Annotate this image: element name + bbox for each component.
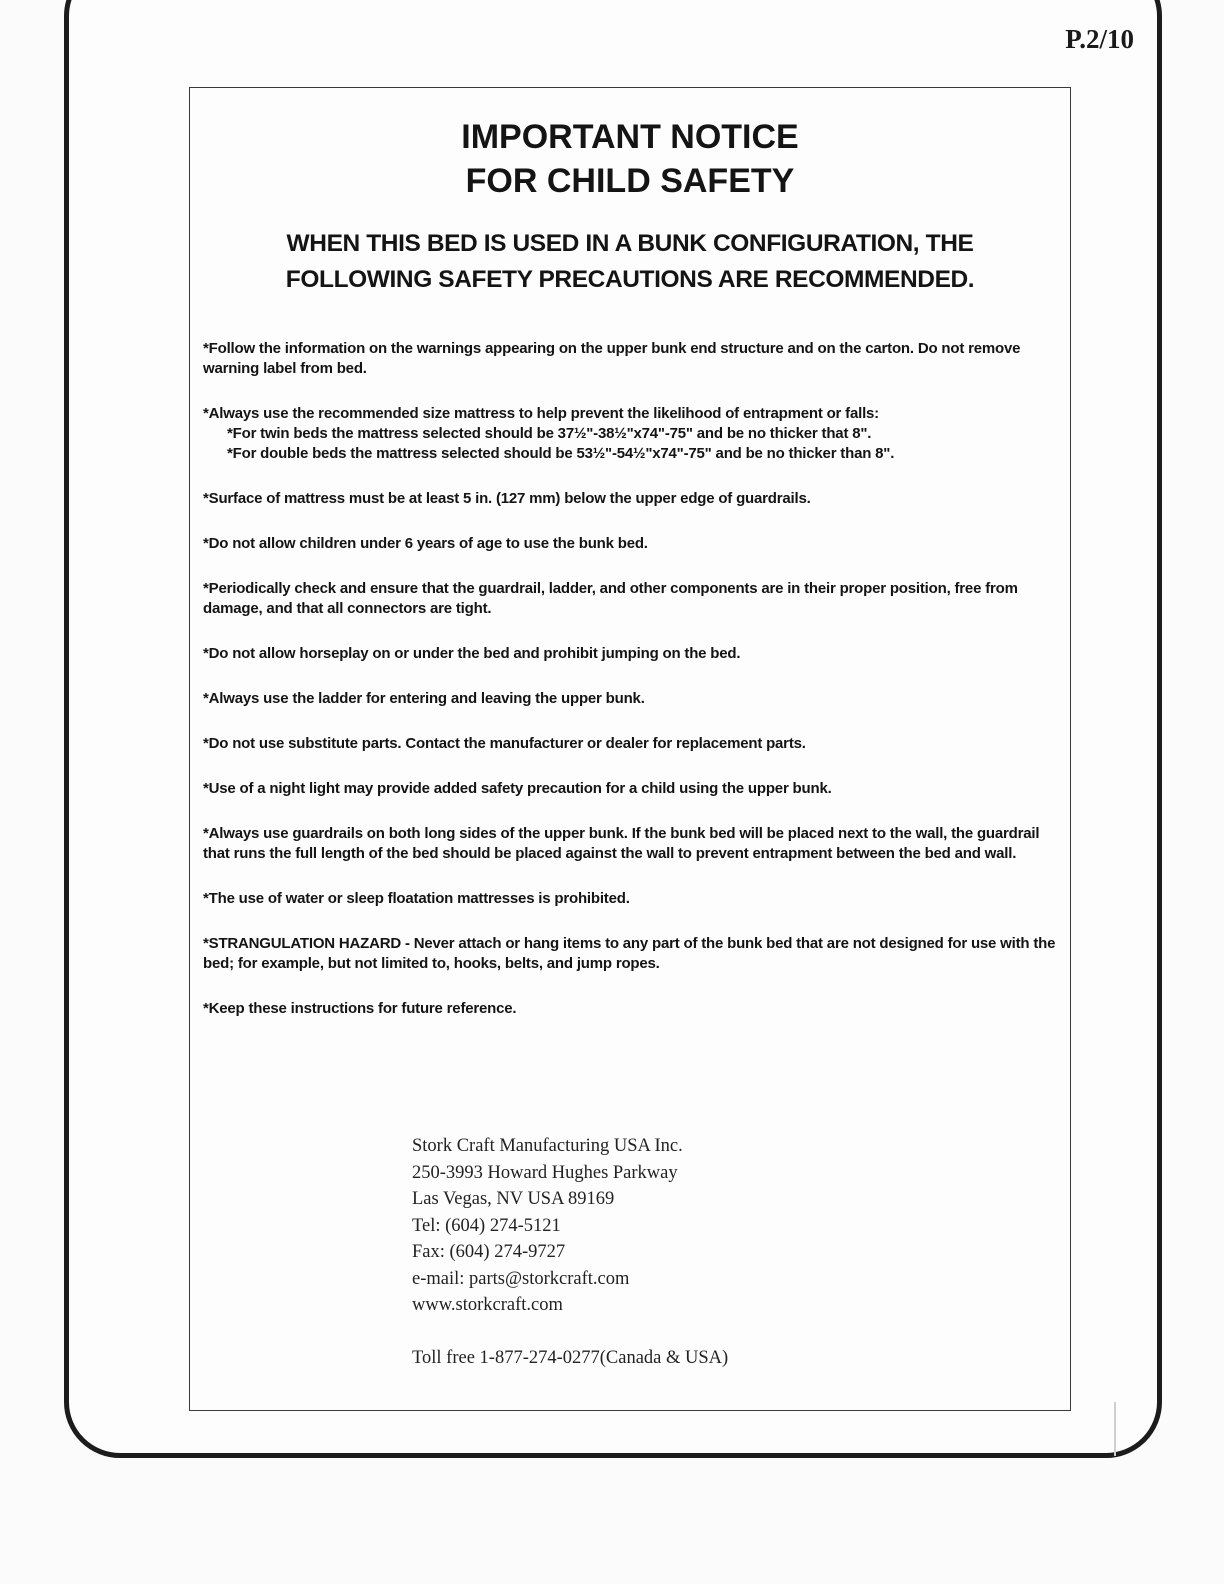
precaution-no-water-mattress: *The use of water or sleep floatation mattresses is prohibited. (203, 890, 630, 907)
subtitle-line-2: FOLLOWING SAFETY PRECAUTIONS ARE RECOMMENDED. (285, 266, 975, 293)
precaution-double-mattress: *For double beds the mattress selected should be 53½"-54½"x74"-75" and be no thicker than 8". (227, 445, 895, 462)
precaution-age-limit: *Do not allow children under 6 years of age to use the bunk bed. (203, 535, 648, 552)
contact-tel: Tel: (604) 274-5121 (412, 1215, 561, 1236)
contact-email: e-mail: parts@storkcraft.com (412, 1268, 630, 1289)
precaution-guardrails: *Always use guardrails on both long sides of the upper bunk. If the bunk bed will be placed next to the wall, the guardrail that runs the full length of the bed should be placed against the wall to prevent entrapment between the bed and wall. (203, 825, 1040, 862)
precaution-mattress-surface: *Surface of mattress must be at least 5 in. (127 mm) below the upper edge of guardrails. (203, 490, 811, 507)
precaution-keep-instructions: *Keep these instructions for future reference. (203, 1000, 517, 1017)
precaution-night-light: *Use of a night light may provide added safety precaution for a child using the upper bunk. (203, 780, 832, 797)
precaution-strangulation-hazard: *STRANGULATION HAZARD - Never attach or hang items to any part of the bunk bed that are not designed for use with the bed; for example, but not limited to, hooks, belts, and jump ropes. (203, 935, 1056, 972)
notice-box (189, 87, 1071, 1411)
title-line-1: IMPORTANT NOTICE (461, 118, 799, 156)
contact-address-line-2: Las Vegas, NV USA 89169 (412, 1189, 615, 1209)
precaution-mattress-size (203, 404, 1059, 464)
contact-website: www.storkcraft.com (412, 1295, 563, 1315)
subtitle-line-1: WHEN THIS BED IS USED IN A BUNK CONFIGURATION, THE (286, 230, 974, 257)
page-title (190, 115, 1070, 203)
contact-fax: Fax: (604) 274-9727 (412, 1242, 566, 1262)
contact-block (412, 1133, 728, 1371)
precaution-twin-mattress: *For twin beds the mattress selected should be 37½"-38½"x74"-75" and be no thicker that 8". (227, 425, 872, 442)
precaution-no-horseplay: *Do not allow horseplay on or under the bed and prohibit jumping on the bed. (203, 645, 741, 662)
precaution-no-substitute-parts: *Do not use substitute parts. Contact the manufacturer or dealer for replacement parts. (203, 735, 806, 752)
precautions-list (203, 339, 1059, 1044)
precaution-periodic-check: *Periodically check and ensure that the guardrail, ladder, and other components are in their proper position, free from damage, and that all connectors are tight. (203, 580, 1018, 617)
precaution-warnings-label: *Follow the information on the warnings appearing on the upper bunk end structure and on the carton. Do not remove warning label from bed. (203, 340, 1021, 377)
title-line-2: FOR CHILD SAFETY (465, 162, 795, 200)
precaution-mattress-intro: *Always use the recommended size mattress to help prevent the likelihood of entrapment or falls: (203, 405, 879, 422)
contact-address-line-1: 250-3993 Howard Hughes Parkway (412, 1162, 678, 1183)
scan-artifact (1114, 1402, 1116, 1456)
precaution-use-ladder: *Always use the ladder for entering and leaving the upper bunk. (203, 690, 645, 707)
page-number: P.2/10 (1065, 24, 1134, 54)
contact-company: Stork Craft Manufacturing USA Inc. (412, 1136, 683, 1156)
contact-toll-free: Toll free 1-877-274-0277(Canada & USA) (412, 1347, 729, 1368)
subtitle (190, 226, 1070, 298)
